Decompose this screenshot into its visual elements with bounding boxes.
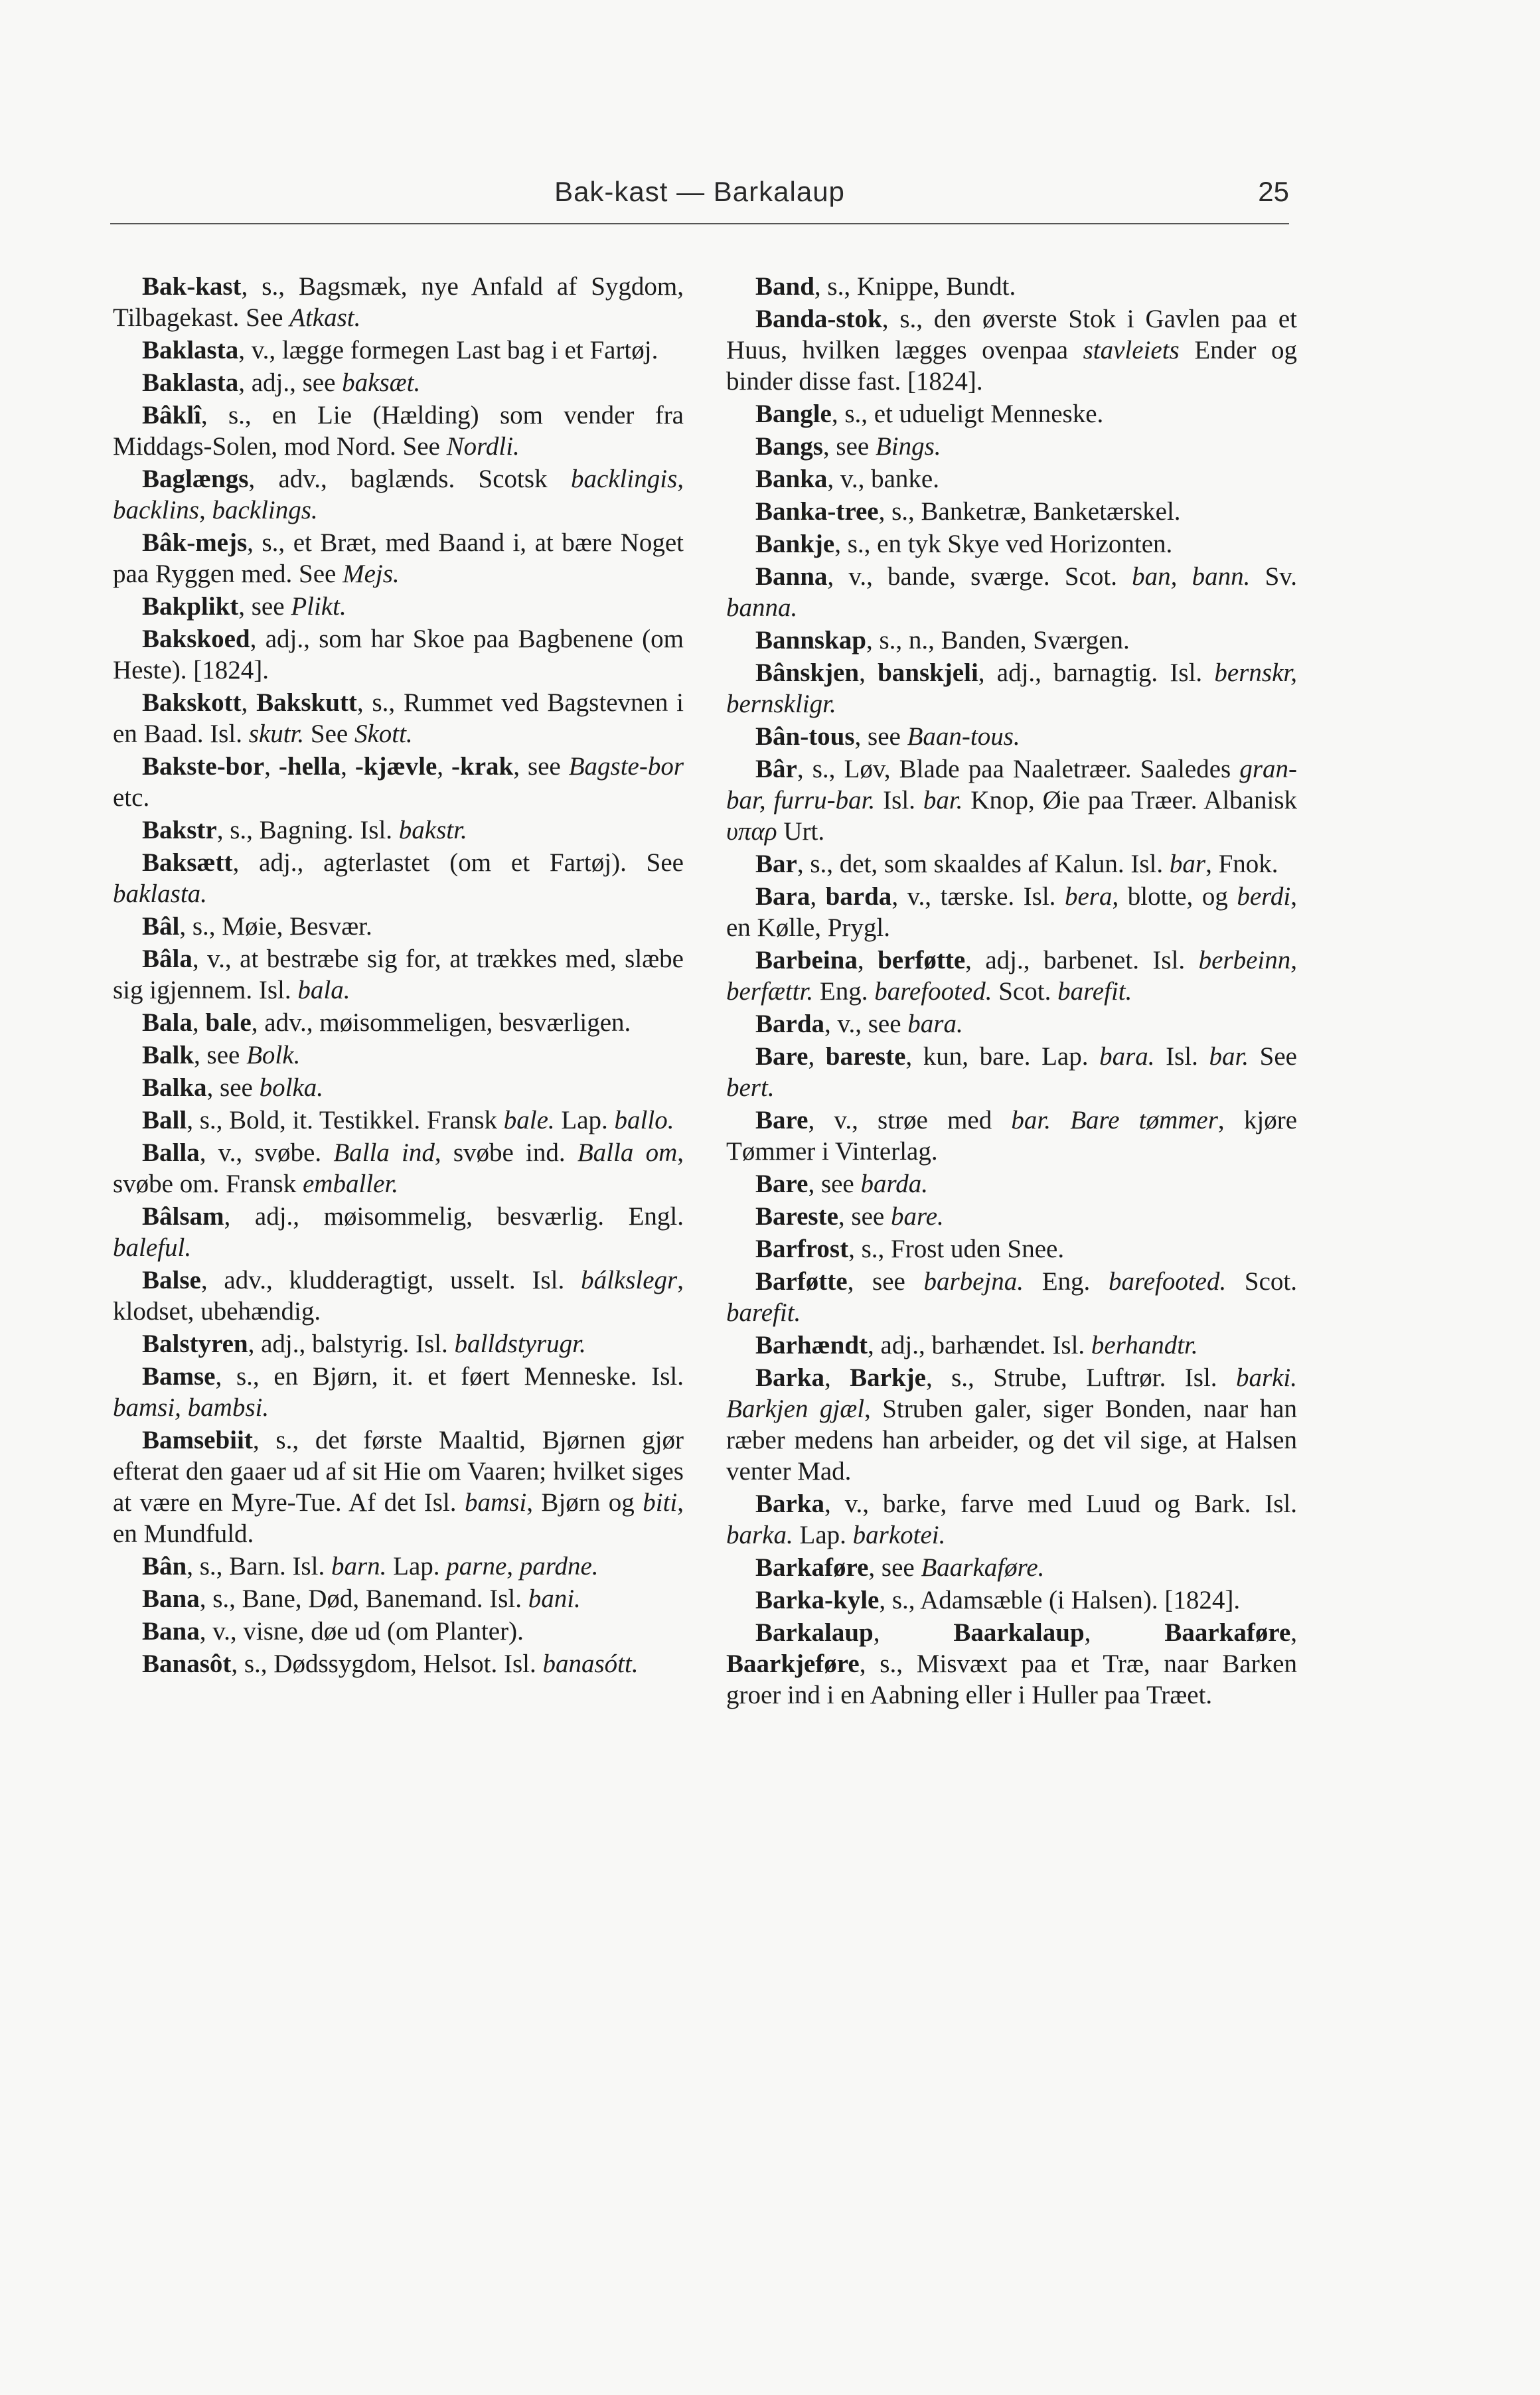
dictionary-entry: Barhændt, adj., barhændet. Isl. berhandtr.	[755, 1331, 1198, 1359]
dictionary-entry: Balk, see Bolk.	[142, 1041, 301, 1069]
dictionary-entry: Balla, v., svøbe. Balla ind, svøbe ind. Balla om, svøbe om. Fransk emballer.	[113, 1138, 684, 1198]
dictionary-entry: Banasôt, s., Dødssygdom, Helsot. Isl. banasótt.	[142, 1650, 639, 1678]
dictionary-entry: Barka-kyle, s., Adamsæble (i Halsen). [1824].	[755, 1586, 1241, 1614]
dictionary-entry: Banka-tree, s., Banketræ, Banketærskel.	[755, 497, 1181, 526]
dictionary-entry: Bakplikt, see Plikt.	[142, 592, 346, 621]
dictionary-entry: Bana, v., visne, døe ud (om Planter).	[142, 1617, 524, 1646]
page-header	[110, 176, 1289, 216]
dictionary-entry: Barkalaup, Baarkalaup, Baarkaføre, Baarkjeføre, s., Misvæxt paa et Træ, naar Barken groer ind i en Aabning eller i Huller paa Træet.	[726, 1618, 1298, 1709]
dictionary-entry: Bâk-mejs, s., et Bræt, med Baand i, at bære Noget paa Ryggen med. See Mejs.	[113, 528, 684, 588]
dictionary-entry: Bara, barda, v., tærske. Isl. bera, blotte, og berdi, en Kølle, Prygl.	[726, 882, 1298, 942]
dictionary-entry: Bana, s., Bane, Død, Banemand. Isl. bani.	[142, 1584, 581, 1613]
dictionary-entry: Bare, see barda.	[755, 1170, 928, 1198]
dictionary-entry: Bare, v., strøe med bar. Bare tømmer, kjøre Tømmer i Vinterlag.	[726, 1106, 1297, 1166]
dictionary-entry: Baksætt, adj., agterlastet (om et Fartøj). See baklasta.	[113, 848, 684, 908]
dictionary-entry: Band, s., Knippe, Bundt.	[755, 272, 1016, 301]
dictionary-entry: Bangle, s., et udueligt Menneske.	[755, 400, 1104, 428]
dictionary-entry: Baglængs, adv., baglænds. Scotsk backlingis, backlins, backlings.	[113, 465, 684, 524]
dictionary-entry: Balka, see bolka.	[142, 1073, 324, 1102]
dictionary-entry: Barkaføre, see Baarkaføre.	[755, 1553, 1045, 1582]
dictionary-entry: Bâl, s., Møie, Besvær.	[142, 912, 372, 941]
dictionary-entry: Barka, v., barke, farve med Luud og Bark. Isl. barka. Lap. barkotei.	[726, 1490, 1297, 1549]
dictionary-entry: Bâklî, s., en Lie (Hælding) som vender fra Middags-Solen, mod Nord. See Nordli.	[113, 401, 684, 461]
dictionary-entry: Bare, bareste, kun, bare. Lap. bara. Isl. bar. See bert.	[726, 1042, 1297, 1102]
dictionary-entry: Bamsebiit, s., det første Maaltid, Bjørnen gjør efterat den gaaer ud af sit Hie om Vaaren; hvilket siges at være en Myre-Tue. Af det Isl. bamsi, Bjørn og biti, en Mundfuld.	[113, 1426, 684, 1548]
dictionary-entry: Banna, v., bande, sværge. Scot. ban, bann. Sv. banna.	[726, 562, 1297, 622]
dictionary-entry: Bakste-bor, -hella, -kjævle, -krak, see Bagste-bor etc.	[113, 752, 684, 812]
dictionary-entry: Bakskott, Bakskutt, s., Rummet ved Bagstevnen i en Baad. Isl. skutr. See Skott.	[113, 688, 684, 748]
dictionary-entry: Barfrost, s., Frost uden Snee.	[755, 1235, 1065, 1263]
dictionary-entry: Baklasta, v., lægge formegen Last bag i et Fartøj.	[142, 336, 658, 364]
dictionary-entry: Bân-tous, see Baan-tous.	[755, 722, 1020, 751]
dictionary-entry: Bân, s., Barn. Isl. barn. Lap. parne, pardne.	[142, 1552, 599, 1581]
dictionary-entry: Bânskjen, banskjeli, adj., barnagtig. Isl. bernskr, bernskligr.	[726, 658, 1297, 718]
dictionary-entry: Banka, v., banke.	[755, 465, 939, 493]
dictionary-entry: Bak-kast, s., Bagsmæk, nye Anfald af Sygdom, Tilbagekast. See Atkast.	[113, 272, 684, 332]
dictionary-entry: Bâla, v., at bestræbe sig for, at trækkes med, slæbe sig igjennem. Isl. bala.	[113, 945, 684, 1004]
dictionary-entry: Bakstr, s., Bagning. Isl. bakstr.	[142, 816, 467, 844]
dictionary-entry: Bakskoed, adj., som har Skoe paa Bagbenene (om Heste). [1824].	[113, 625, 684, 684]
dictionary-entry: Ball, s., Bold, it. Testikkel. Fransk bale. Lap. ballo.	[142, 1106, 674, 1134]
dictionary-entry: Barbeina, berføtte, adj., barbenet. Isl. berbeinn, berfættr. Eng. barefooted. Scot. barefit.	[726, 946, 1297, 1006]
dictionary-entry: Barføtte, see barbejna. Eng. barefooted. Scot. barefit.	[726, 1267, 1297, 1327]
left-column	[113, 271, 684, 1681]
running-title: Bak-kast — Barkalaup	[554, 176, 845, 207]
dictionary-entry: Bangs, see Bings.	[755, 432, 941, 461]
dictionary-entry: Barda, v., see bara.	[755, 1010, 963, 1038]
dictionary-entry: Bala, bale, adv., møisommeligen, besværligen.	[142, 1008, 631, 1037]
dictionary-entry: Bar, s., det, som skaaldes af Kalun. Isl. bar, Fnok.	[755, 850, 1278, 878]
dictionary-entry: Bamse, s., en Bjørn, it. et føert Menneske. Isl. bamsi, bambsi.	[113, 1362, 684, 1422]
dictionary-entry: Balstyren, adj., balstyrig. Isl. balldstyrugr.	[142, 1330, 586, 1358]
dictionary-entry: Banda-stok, s., den øverste Stok i Gavlen paa et Huus, hvilken lægges ovenpaa stavleiets Ender og binder disse fast. [1824].	[726, 305, 1298, 396]
dictionary-entry: Baklasta, adj., see baksæt.	[142, 368, 421, 397]
right-column	[726, 271, 1297, 1712]
dictionary-entry: Bareste, see bare.	[755, 1202, 944, 1231]
dictionary-entry: Bannskap, s., n., Banden, Sværgen.	[755, 626, 1130, 655]
dictionary-entry: Barka, Barkje, s., Strube, Luftrør. Isl. barki. Barkjen gjæl, Struben galer, siger Bonden, naar han ræber medens han arbeider, og det vil sige, at Halsen venter Mad.	[726, 1363, 1298, 1486]
dictionary-entry: Bâr, s., Løv, Blade paa Naaletræer. Saaledes gran-bar, furru-bar. Isl. bar. Knop, Øie paa Træer. Albanisk υπαρ Urt.	[726, 755, 1298, 846]
dictionary-entry: Bankje, s., en tyk Skye ved Horizonten.	[755, 530, 1173, 558]
dictionary-entry: Balse, adv., kludderagtigt, usselt. Isl. bálkslegr, klodset, ubehændig.	[113, 1266, 684, 1326]
dictionary-entry: Bâlsam, adj., møisommelig, besværlig. Engl. baleful.	[113, 1202, 684, 1262]
header-rule	[110, 223, 1289, 224]
page-number: 25	[1258, 176, 1289, 207]
